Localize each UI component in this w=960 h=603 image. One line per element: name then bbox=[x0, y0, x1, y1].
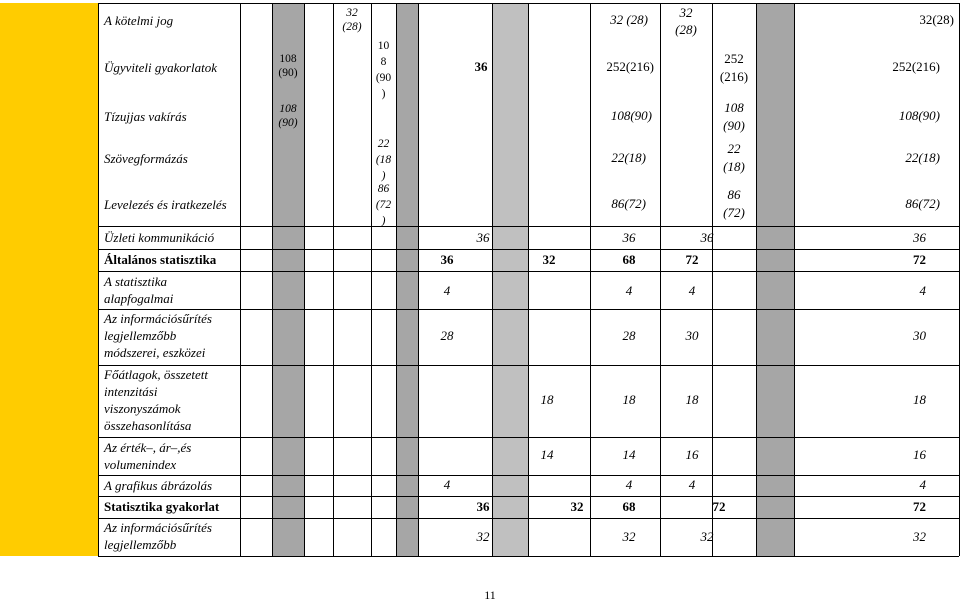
shaded-column bbox=[492, 3, 528, 556]
cell: 4 bbox=[625, 477, 633, 492]
row-label: Az információsűrítés legjellemzőbb módszerei, eszközei bbox=[104, 311, 212, 360]
cell: 30 bbox=[913, 328, 926, 343]
cell: 18 bbox=[685, 392, 699, 407]
cell: 32 bbox=[913, 529, 926, 544]
cell: 18 bbox=[913, 392, 926, 407]
cell: 36 bbox=[913, 230, 926, 245]
cell: 36 bbox=[440, 252, 454, 267]
cell: 72 bbox=[685, 252, 699, 267]
cell: 16 bbox=[913, 447, 926, 462]
cell: 4 bbox=[688, 477, 696, 492]
cell: 252(216) bbox=[606, 59, 654, 74]
row-label: Főátlagok, összetett intenzitási viszonyszámok összehasonlítása bbox=[104, 367, 208, 433]
cell: 32 bbox=[622, 529, 636, 544]
yellow-column-band bbox=[0, 3, 98, 556]
cell: 22(18) bbox=[905, 150, 940, 165]
row-label: Levelezés és iratkezelés bbox=[104, 197, 227, 212]
row-label: A statisztika alapfogalmai bbox=[104, 274, 174, 306]
cell: 28 bbox=[440, 328, 454, 343]
cell: 252 (216) bbox=[719, 51, 749, 84]
row-label: A grafikus ábrázolás bbox=[104, 478, 213, 493]
cell: 68 bbox=[622, 499, 636, 514]
row-label: Statisztika gyakorlat bbox=[104, 499, 220, 514]
row-label: Üzleti kommunikáció bbox=[104, 230, 215, 245]
cell: 108 (90) bbox=[278, 103, 298, 129]
cell: 14 bbox=[540, 447, 554, 462]
cell: 86 (72 ) bbox=[375, 183, 392, 227]
cell: 252(216) bbox=[892, 59, 940, 74]
row-label: Tízujjas vakírás bbox=[104, 109, 187, 124]
cell: 36 bbox=[474, 59, 488, 74]
cell: 32 bbox=[476, 529, 490, 544]
cell: 32 (28) bbox=[342, 7, 362, 33]
shaded-column bbox=[272, 3, 304, 556]
cell: 28 bbox=[622, 328, 636, 343]
row-label: Az információsűrítés legjellemzőbb bbox=[104, 520, 212, 552]
cell: 32 bbox=[542, 252, 556, 267]
cell: 4 bbox=[919, 477, 926, 492]
page-number: 11 bbox=[484, 588, 496, 602]
cell: 4 bbox=[443, 477, 451, 492]
cell: 86(72) bbox=[611, 196, 646, 211]
cell: 108 (90) bbox=[723, 100, 745, 133]
cell: 32 bbox=[700, 529, 714, 544]
cell: 72 bbox=[913, 252, 926, 267]
cell: 30 bbox=[685, 328, 699, 343]
cell: 4 bbox=[443, 283, 451, 298]
cell: 108(90) bbox=[898, 108, 940, 123]
row-label: Általános statisztika bbox=[104, 252, 217, 267]
cell: 4 bbox=[625, 283, 633, 298]
cell: 22 (18 ) bbox=[375, 138, 392, 182]
cell: 36 bbox=[622, 230, 636, 245]
cell: 18 bbox=[622, 392, 636, 407]
row-label: Ügyviteli gyakorlatok bbox=[104, 60, 217, 75]
cell: 14 bbox=[622, 447, 636, 462]
row-label: Az érték–, ár–,és volumenindex bbox=[104, 440, 192, 472]
cell: 108 (90) bbox=[278, 53, 298, 79]
cell: 86(72) bbox=[905, 196, 940, 211]
cell: 68 bbox=[622, 252, 636, 267]
cell: 32 (28) bbox=[610, 12, 648, 27]
row-label: Szövegformázás bbox=[104, 151, 188, 166]
cell: 86 (72) bbox=[723, 187, 745, 220]
cell: 16 bbox=[685, 447, 699, 462]
cell: 18 bbox=[540, 392, 554, 407]
cell: 108(90) bbox=[610, 108, 652, 123]
cell: 32 (28) bbox=[675, 5, 697, 37]
shaded-column bbox=[396, 3, 418, 556]
cell: 36 bbox=[700, 230, 714, 245]
cell: 36 bbox=[476, 499, 490, 514]
cell: 22 (18) bbox=[723, 141, 745, 174]
cell: 4 bbox=[919, 283, 926, 298]
cell: 32 bbox=[570, 499, 584, 514]
cell: 4 bbox=[688, 283, 696, 298]
cell: 10 8 (90 ) bbox=[375, 40, 392, 100]
cell: 32(28) bbox=[919, 12, 954, 27]
row-label: A kötelmi jog bbox=[104, 13, 174, 28]
cell: 36 bbox=[476, 230, 490, 245]
shaded-column bbox=[756, 3, 794, 556]
cell: 72 bbox=[913, 499, 926, 514]
cell: 72 bbox=[712, 499, 726, 514]
cell: 22(18) bbox=[611, 150, 646, 165]
